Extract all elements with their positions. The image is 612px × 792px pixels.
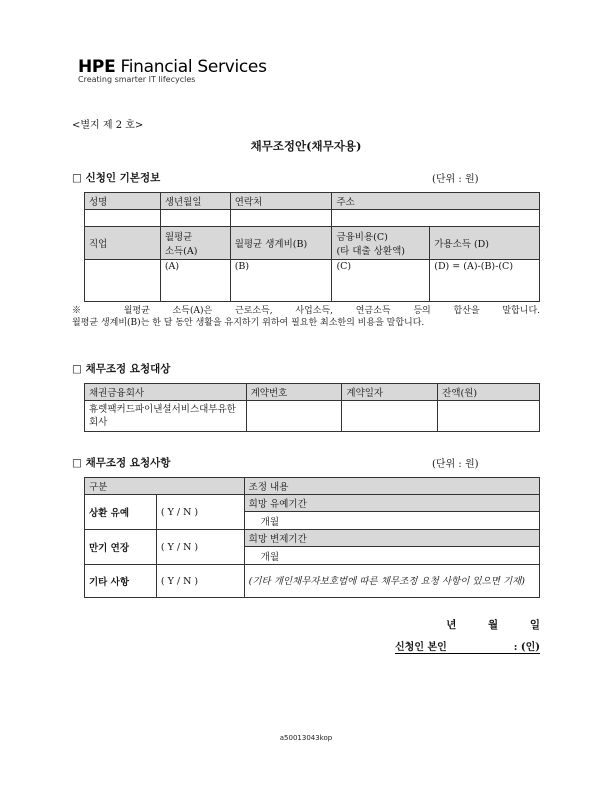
footer-code: a50013043kop [279, 734, 333, 742]
other-details-field[interactable]: (기타 개인채무자보호법에 따른 채무조정 요청 사항이 있으면 기재) [244, 565, 539, 598]
other-label: 기타 사항 [85, 565, 157, 598]
adjustment-request-table [84, 477, 540, 598]
date-line [446, 617, 540, 632]
avg-income-line1: 월평균 [164, 232, 193, 243]
section1-unit: (단위 : 원) [432, 174, 479, 185]
other-yn[interactable]: ( Y / N ) [156, 565, 244, 598]
deferral-period-label: 희망 유예기간 [244, 495, 539, 512]
job-field[interactable] [85, 260, 161, 302]
header-address: 주소 [332, 193, 540, 210]
brand-logo [78, 57, 267, 84]
brand-name [78, 57, 267, 77]
income-note-line1: ※ 월평균 소득(A)은 근로소득, 사업소득, 연금소득 등의 합산을 말합니다. [72, 306, 540, 316]
deferral-label: 상환 유예 [85, 495, 157, 530]
deferral-months-field[interactable]: 개월 [244, 512, 539, 530]
header-living-cost: 월평균 생계비(B) [230, 227, 332, 260]
fin-cost-line1: 금융비용(C) [336, 232, 388, 243]
brand-name-rest: Financial Services [115, 57, 267, 77]
brand-name-bold: HPE [78, 57, 116, 77]
header-contract-date: 계약일자 [342, 384, 438, 401]
header-contract-no: 계약번호 [246, 384, 342, 401]
section1-heading: □ 신청인 기본정보 [72, 172, 161, 184]
header-disposable: 가용소득 (D) [430, 227, 540, 260]
header-name: 성명 [85, 193, 161, 210]
brand-tagline: Creating smarter IT lifecycles [78, 75, 196, 84]
section2-heading: □ 채무조정 요청대상 [72, 363, 171, 375]
header-fin-cost [332, 227, 430, 260]
creditor-name: 휴렛팩커드파이낸셜서비스대부유한회사 [85, 401, 247, 432]
year-label: 년 [446, 619, 457, 631]
balance-field[interactable] [438, 401, 540, 432]
header-content: 조정 내용 [244, 478, 539, 495]
address-field[interactable] [332, 210, 540, 227]
section3-unit: (단위 : 원) [432, 459, 479, 470]
document-title: 채무조정안(채무자용) [250, 139, 362, 153]
repayment-period-label: 희망 변제기간 [244, 530, 539, 547]
contract-date-field[interactable] [342, 401, 438, 432]
seal-mark: : (인) [513, 642, 540, 653]
extension-yn[interactable]: ( Y / N ) [156, 530, 244, 565]
signature-label: 신청인 본인 [395, 642, 447, 653]
repayment-months-field[interactable]: 개월 [244, 547, 539, 565]
signature-line[interactable] [395, 638, 540, 654]
header-job: 직업 [85, 227, 161, 260]
avg-income-line2: 소득(A) [164, 246, 198, 257]
day-label: 일 [529, 619, 540, 631]
section3-heading: □ 채무조정 요청사항 [72, 457, 171, 469]
contact-field[interactable] [230, 210, 332, 227]
contract-no-field[interactable] [246, 401, 342, 432]
fin-cost-c-field[interactable]: (C) [332, 260, 430, 302]
header-balance: 잔액(원) [438, 384, 540, 401]
applicant-info-table [84, 192, 540, 302]
header-creditor: 채권금융회사 [85, 384, 247, 401]
debt-target-table [84, 383, 540, 432]
month-label: 월 [488, 619, 499, 631]
header-contact: 연락처 [230, 193, 332, 210]
income-a-field[interactable]: (A) [160, 260, 230, 302]
fin-cost-line2: (타 대출 상환액) [336, 246, 405, 257]
form-number: <별지 제 2 호> [72, 120, 144, 131]
disposable-d-field[interactable]: (D) = (A)-(B)-(C) [430, 260, 540, 302]
name-field[interactable] [85, 210, 161, 227]
birth-field[interactable] [160, 210, 230, 227]
income-note-line2: 월평균 생계비(B)는 한 달 동안 생활을 유지하기 위하여 필요한 최소한의 비용을 말합니다. [72, 318, 425, 328]
header-birth: 생년월일 [160, 193, 230, 210]
extension-label: 만기 연장 [85, 530, 157, 565]
header-category: 구분 [85, 478, 245, 495]
income-note [72, 305, 540, 329]
header-avg-income [160, 227, 230, 260]
deferral-yn[interactable]: ( Y / N ) [156, 495, 244, 530]
living-cost-b-field[interactable]: (B) [230, 260, 332, 302]
